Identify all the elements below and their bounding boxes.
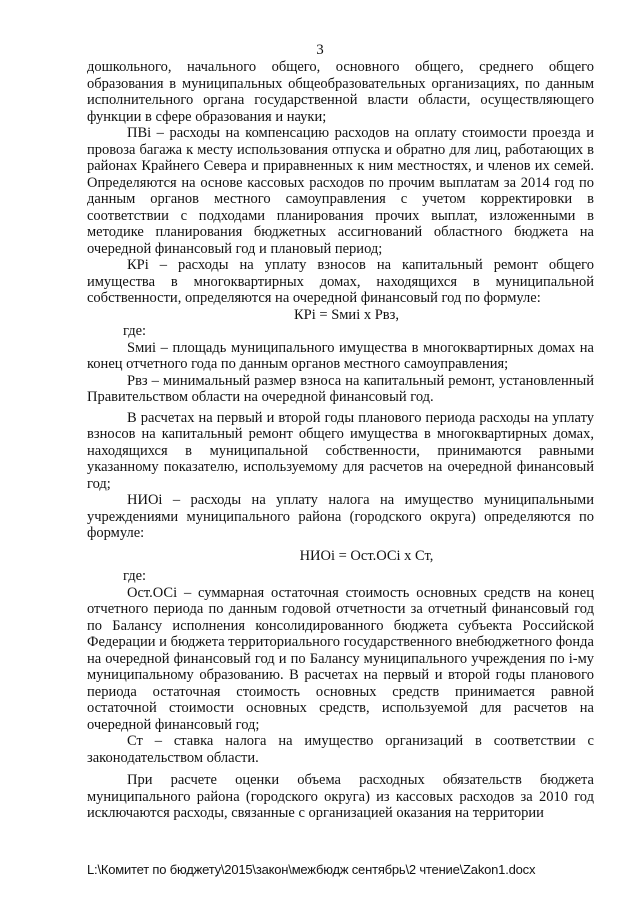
paragraph-kr-definition: КРі – расходы на уплату взносов на капитальный ремонт общего имущества в многоквартирных домах, находящихся в муниципальной собственности, определяются на очередной финансовый год по формуле:	[87, 257, 594, 306]
where-label: где:	[123, 323, 147, 339]
document-body	[87, 59, 594, 822]
formula-nio: НИОі = Ост.ОСі х Ст,	[299, 547, 434, 564]
formula-kr: КРі = Ѕмиі х Рвз,	[294, 306, 399, 323]
paragraph-st-definition: Ст – ставка налога на имущество организаций в соответствии с законодательством области.	[87, 733, 594, 766]
paragraph-planning-period: В расчетах на первый и второй годы планового периода расходы на уплату взносов на капитальный ремонт общего имущества в многоквартирных домах, находящихся в муниципальной собственности, принимаются равными указанному показателю, используемому для расчетов на очередной финансовый год;	[87, 409, 594, 492]
paragraph-ost-os-definition: Ост.ОСі – суммарная остаточная стоимость основных средств на конец отчетного периода по данным годовой отчетности за отчетный финансовый год по Балансу исполнения консолидированного бюджета субъекта Российской Федерации и бюджета территориального государственного внебюджетного фонда на очередной финансовый год и по Балансу муниципального учреждения по і-му муниципальному образованию. В расчетах на первый и второй годы планового периода остаточная стоимость основных средств принимается равной остаточной стоимости основных средств, используемой для расчетов на очередной финансовый год;	[87, 584, 594, 733]
paragraph-rvz-definition: Рвз – минимальный размер взноса на капитальный ремонт, установленный Правительством области на очередной финансовый год.	[87, 372, 594, 405]
paragraph-nio-definition: НИОі – расходы на уплату налога на имущество муниципальными учреждениями муниципального района (городского округа) определяются по формуле:	[87, 492, 594, 541]
paragraph-estimate: При расчете оценки объема расходных обязательств бюджета муниципального района (городского округа) из кассовых расходов за 2010 год исключаются расходы, связанные с организацией оказания на территории	[87, 772, 594, 821]
where-label: где:	[123, 568, 147, 584]
footer-file-path: L:\Комитет по бюджету\2015\закон\межбюдж сентябрь\2 чтение\Zakon1.docx	[87, 862, 536, 877]
paragraph-smi-definition: Ѕмиі – площадь муниципального имущества в многоквартирных домах на конец отчетного года по данным органов местного самоуправления;	[87, 339, 594, 372]
paragraph-pv-definition: ПВі – расходы на компенсацию расходов на оплату стоимости проезда и провоза багажа к месту использования отпуска и обратно для лиц, работающих в районах Крайнего Севера и приравненных к ним местностях, и членов их семей. Определяются на основе кассовых расходов по прочим выплатам за 2014 год по данным органов местного самоуправления с учетом корректировки в соответствии с подходами планирования прочих выплат, изложенными в методике планирования бюджетных ассигнований областного бюджета на очередной финансовый год и плановый период;	[87, 125, 594, 257]
paragraph: дошкольного, начального общего, основного общего, среднего общего образования в муниципальных общеобразовательных организациях, по данным исполнительного органа государственной власти области, осуществляющего функции в сфере образования и науки;	[87, 59, 594, 125]
page-number: 3	[316, 42, 324, 58]
